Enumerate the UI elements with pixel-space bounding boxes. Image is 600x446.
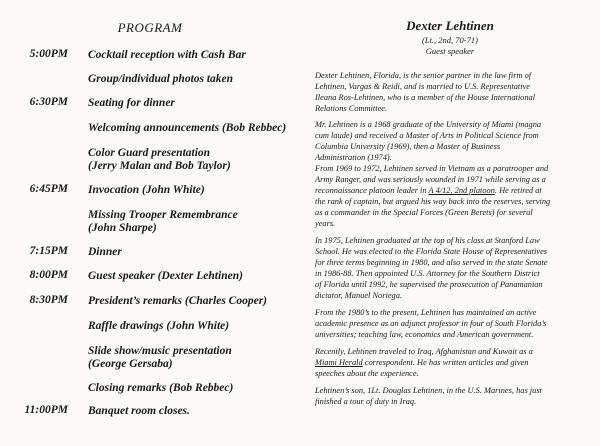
program-time: 11:00PM	[24, 404, 68, 416]
bio-line: Dexter Lehtinen, Florida, is the senior partner in the law firm of	[315, 71, 532, 80]
program-event: Cocktail reception with Cash Bar	[88, 49, 246, 61]
program-time: 6:30PM	[29, 96, 68, 108]
bio-paragraph-7	[315, 385, 587, 407]
program-event: Slide show/music presentation	[88, 345, 232, 357]
bio-text: reconnaissance platoon leader in	[315, 186, 429, 195]
program-event: Seating for dinner	[88, 97, 175, 109]
program-title: PROGRAM	[117, 20, 183, 35]
speaker-role: Guest speaker	[425, 46, 475, 56]
bio-line: finished a tour of duty in Iraq.	[315, 397, 417, 406]
program-time: 5:00PM	[29, 48, 68, 60]
bio-line: cum laude) and received a Master of Arts in Political Science from	[315, 131, 539, 140]
program-event: Guest speaker (Dexter Lehtinen)	[88, 270, 243, 282]
program-event: Welcoming announcements (Bob Rebbec)	[88, 122, 287, 134]
program-event: Banquet room closes.	[88, 405, 190, 417]
bio-line	[315, 185, 587, 196]
bio-paragraph-4	[315, 235, 587, 301]
bio-line: School. He was elected to the Florida State House of Representatives	[315, 247, 548, 256]
bio-line: Ileana Ros-Lehtinen, who is a member of the House International	[315, 93, 536, 102]
bio-line: dictator, Manuel Noriega.	[315, 291, 402, 300]
bio-line: Army Ranger, and was seriously wounded in 1971 while serving as a	[315, 175, 546, 184]
bio-paragraph-1	[315, 70, 587, 114]
program-event: Missing Trooper Remembrance	[88, 209, 238, 221]
bio-line: of Florida until 1992, he supervised the prosecution of Panamanian	[315, 280, 543, 289]
program-event: (George Gersaba)	[88, 358, 173, 370]
program-event: Color Guard presentation	[88, 147, 211, 159]
bio-line: Recently, Lehtinen traveled to Iraq, Afghanistan and Kuwait as a	[315, 347, 533, 356]
speaker-unit: (Lt., 2nd, 70-71)	[422, 35, 478, 45]
bio-text: . He retired at	[494, 186, 542, 195]
bio-line: Lehtinen, Vargas & Reidi, and is married to U.S. Representative	[315, 82, 531, 91]
bio-line: speeches about the experience.	[315, 369, 419, 378]
bio-line: in 1986-88. Then appointed U.S. Attorney for the Southern District	[315, 269, 540, 278]
bio-line: universities; teaching law, economics and American government.	[315, 330, 534, 339]
speaker-name: Dexter Lehtinen	[406, 18, 494, 33]
bio-line: From 1969 to 1972, Lehtinen served in Vietnam as a paratrooper and	[315, 164, 549, 173]
bio-line: In 1975, Lehtinen graduated at the top of his class at Stanford Law	[315, 236, 540, 245]
program-time: 6:45PM	[29, 183, 68, 195]
bio-line: Administration (1974).	[315, 153, 392, 162]
bio-line: Mr. Lehtinen is a 1968 graduate of the University of Miami (magna	[315, 120, 542, 129]
bio-line: as a commander in the Special Forces (Green Berets) for several	[315, 208, 533, 217]
bio-line: From the 1980’s to the present, Lehtinen has maintained an active	[315, 308, 537, 317]
bio-line: Columbia University (1969), then a Master of Business	[315, 142, 501, 151]
program-time: 8:30PM	[29, 294, 68, 306]
program-event: Closing remarks (Bob Rebbec)	[88, 382, 234, 394]
program-event: (John Sharpe)	[88, 222, 157, 234]
bio-paragraph-5	[315, 307, 587, 340]
program-event: President’s remarks (Charles Cooper)	[88, 295, 267, 307]
program-time: 8:00PM	[29, 269, 68, 281]
bio-text: correspondent. He has written articles and given	[362, 358, 529, 367]
program-event: Raffle drawings (John White)	[88, 320, 230, 332]
program-event: Invocation (John White)	[88, 184, 205, 196]
bio-paragraph-6	[315, 346, 587, 379]
bio-line: Lehtinen’s son, 1Lt. Douglas Lehtinen, in the U.S. Marines, has just	[315, 386, 542, 395]
newspaper-underlined-text: Miami Herald	[315, 358, 363, 367]
bio-line: for three terms beginning in 1980, and also served in the state Senate	[315, 258, 548, 267]
bio-line: the rank of captain, but argued his way back into the reserves, serving	[315, 197, 551, 206]
bio-line	[315, 357, 587, 368]
bio-paragraph-3	[315, 163, 587, 229]
program-event: Dinner	[88, 246, 122, 258]
program-event: Group/individual photos taken	[88, 73, 234, 85]
bio-line: Relations Committee.	[315, 104, 388, 113]
bio-line: academic presence as an adjunct professor in four of South Florida’s	[315, 319, 547, 328]
program-time: 7:15PM	[29, 245, 68, 257]
platoon-underlined-text: A 4/12, 2nd platoon	[428, 186, 495, 195]
program-event: (Jerry Malan and Bob Taylor)	[88, 160, 231, 172]
bio-paragraph-2	[315, 119, 587, 163]
bio-line: years.	[315, 219, 336, 228]
